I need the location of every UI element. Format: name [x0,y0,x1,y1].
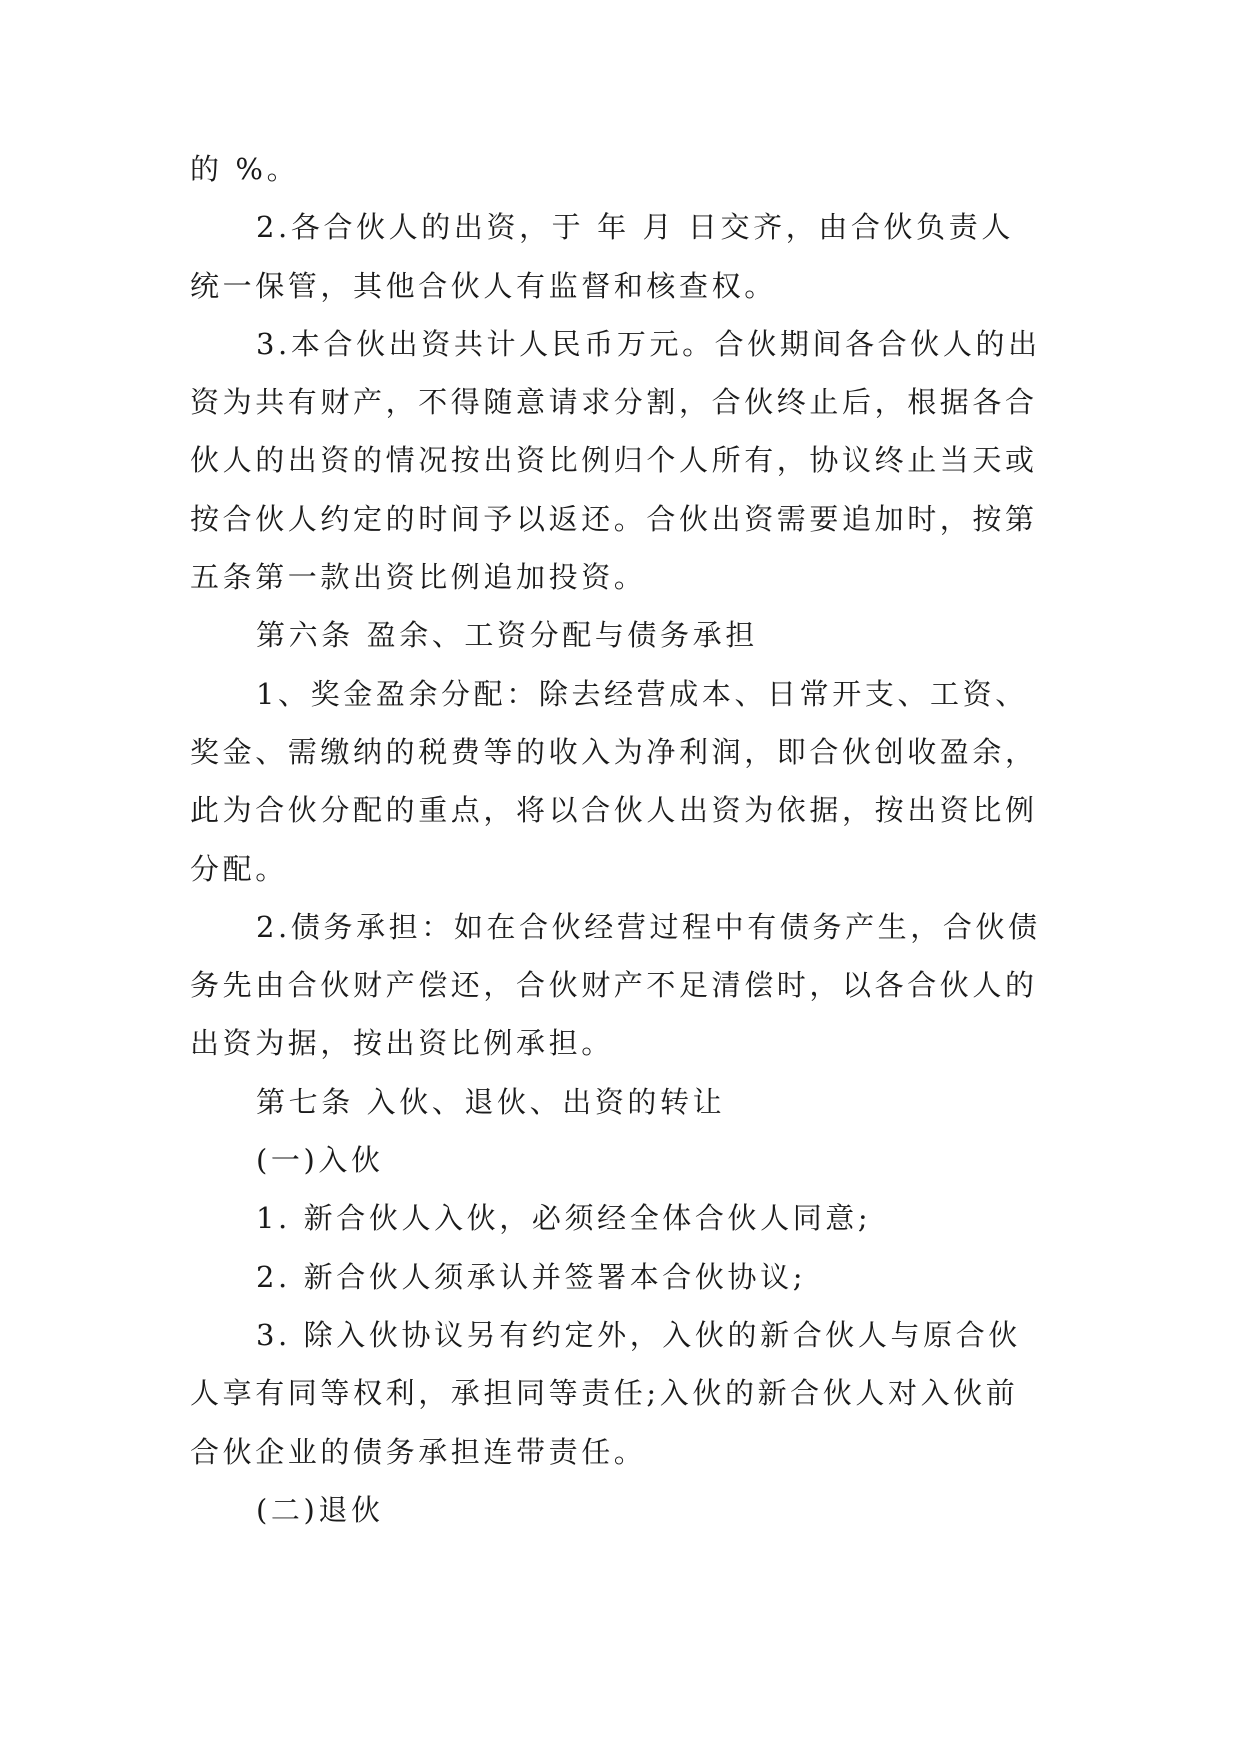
text-line: 的 %。 [190,152,300,186]
text-line: 奖金、需缴纳的税费等的收入为净利润，即合伙创收盈余， [190,734,1038,769]
text-line: 人享有同等权利，承担同等责任;入伙的新合伙人对入伙前 [190,1376,1019,1411]
text-line: 3.本合伙出资共计人民币万元。合伙期间各合伙人的出 [256,326,1041,361]
subsection-heading: (二)退伙 [256,1492,384,1527]
text-line: 3. 除入伙协议另有约定外，入伙的新合伙人与原合伙 [256,1317,1021,1352]
text-line: 资为共有财产，不得随意请求分割，合伙终止后，根据各合 [190,385,1038,420]
text-line: 伙人的出资的情况按出资比例归个人所有，协议终止当天或 [190,443,1038,478]
text-line: 出资为据，按出资比例承担。 [190,1026,614,1061]
text-line: 2.债务承担：如在合伙经营过程中有债务产生，合伙债 [256,909,1041,944]
text-line: 五条第一款出资比例追加投资。 [190,560,647,595]
section-heading: 第六条 盈余、工资分配与债务承担 [256,618,758,653]
text-line: 统一保管，其他合伙人有监督和核查权。 [190,268,777,303]
text-line: 合伙企业的债务承担连带责任。 [190,1434,647,1469]
text-line: 1. 新合伙人入伙，必须经全体合伙人同意; [256,1201,872,1236]
document-body [190,140,1070,1539]
text-line: 分配。 [190,851,288,886]
text-line: 1、奖金盈余分配：除去经营成本、日常开支、工资、 [256,676,1028,711]
subsection-heading: (一)入伙 [256,1143,384,1178]
section-heading: 第七条 入伙、退伙、出资的转让 [256,1084,726,1119]
text-line: 2. 新合伙人须承认并签署本合伙协议; [256,1259,807,1294]
text-line: 2.各合伙人的出资，于 年 月 日交齐，由合伙负责人 [256,210,1014,245]
text-line: 按合伙人约定的时间予以返还。合伙出资需要追加时，按第 [190,501,1038,536]
text-line: 务先由合伙财产偿还，合伙财产不足清偿时，以各合伙人的 [190,968,1038,1003]
text-line: 此为合伙分配的重点，将以合伙人出资为依据，按出资比例 [190,793,1038,828]
